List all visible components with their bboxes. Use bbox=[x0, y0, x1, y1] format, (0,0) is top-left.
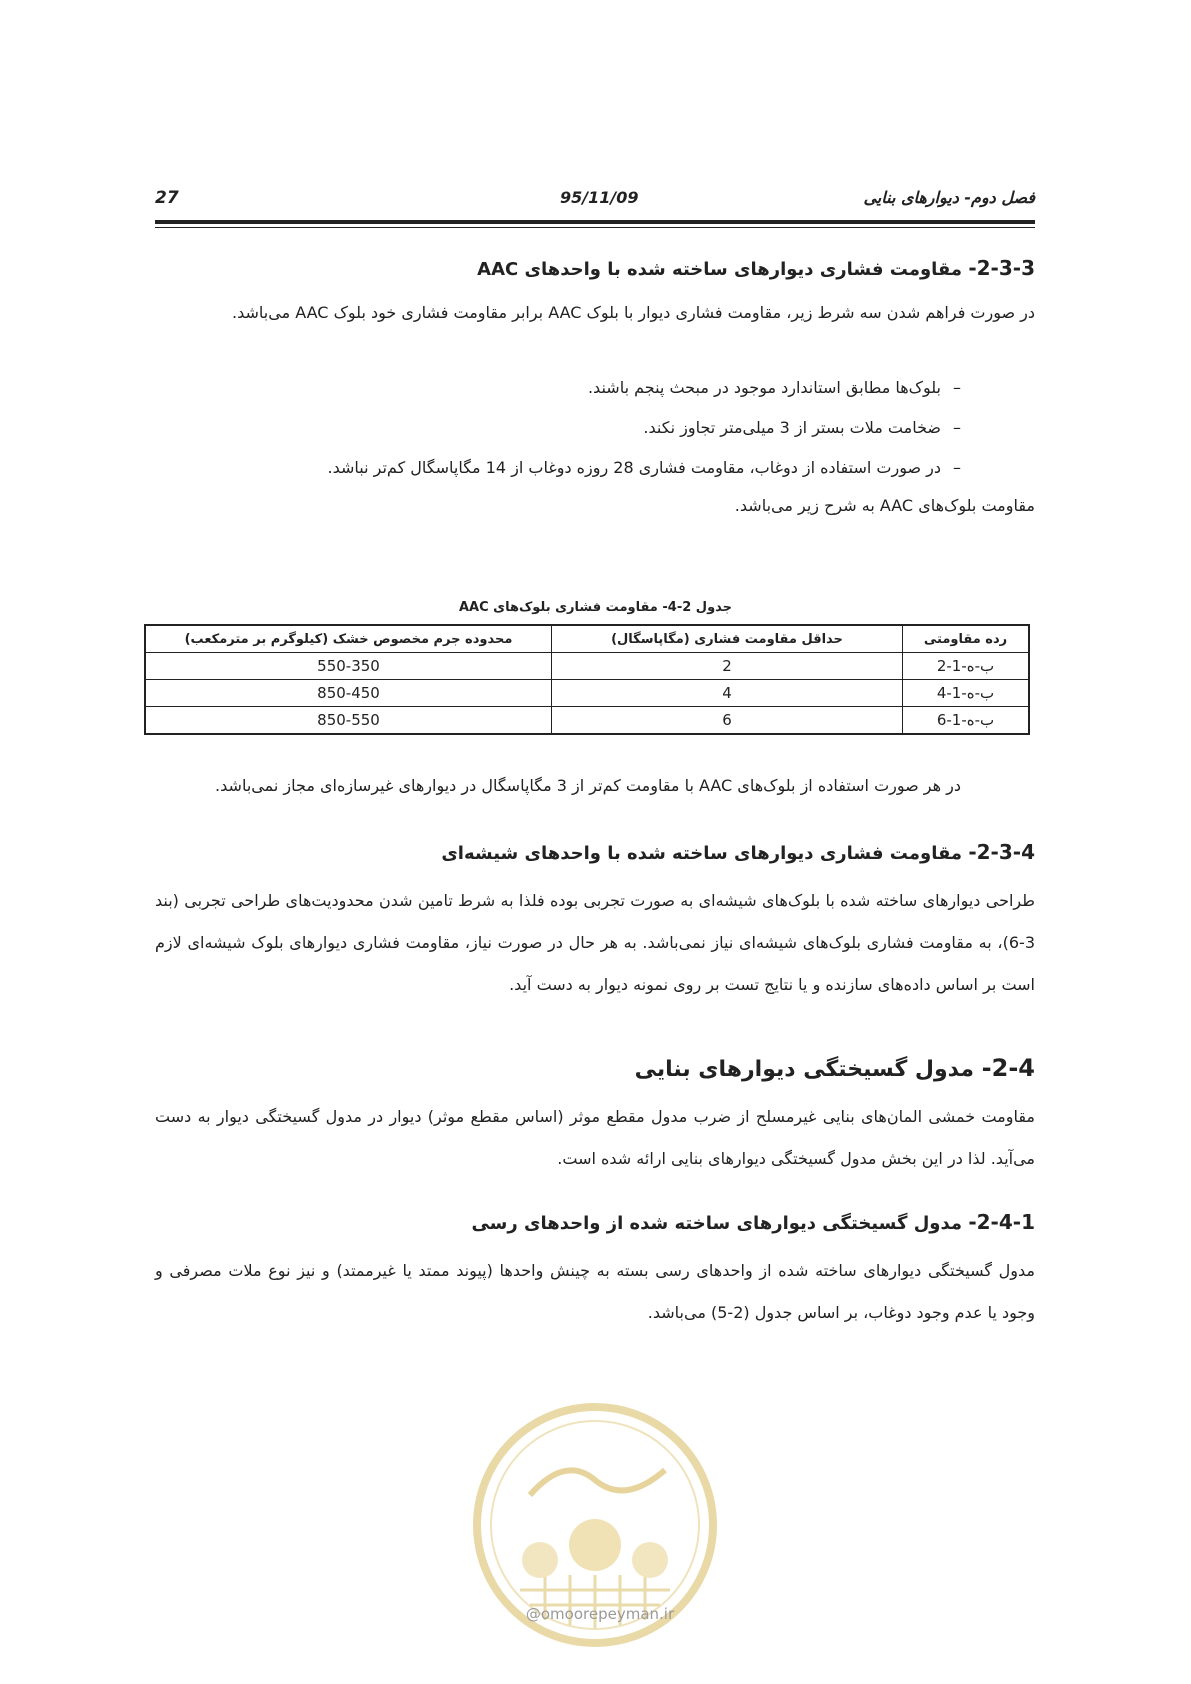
section-title: مدول گسیختگی دیوارهای بنایی bbox=[634, 1057, 974, 1082]
header-rule bbox=[155, 220, 1035, 224]
section-intro-paragraph: در صورت فراهم شدن سه شرط زیر، مقاومت فشاری دیوار با بلوک AAC برابر مقاومت فشاری خود بلوک AAC می‌باشد. bbox=[232, 303, 1035, 322]
chapter-title: فصل دوم- دیوارهای بنایی bbox=[863, 188, 1035, 207]
revision-date: 95/11/09 bbox=[560, 188, 639, 207]
section-heading-2-4 bbox=[635, 1054, 1035, 1082]
header-rule-thin bbox=[155, 227, 1035, 228]
section-title: مقاومت فشاری دیوارهای ساخته شده با واحدهای شیشه‌ای bbox=[441, 843, 963, 864]
section-number: 2-4-1- bbox=[968, 1210, 1035, 1234]
page-number: 27 bbox=[155, 188, 179, 208]
table-cell: 2 bbox=[552, 653, 903, 680]
section-title: مقاومت فشاری دیوارهای ساخته شده با واحدهای AAC bbox=[477, 259, 963, 280]
table-cell: ب-ه-1-2 bbox=[903, 653, 1030, 680]
bullet-text: ضخامت ملات بستر از 3 میلی‌متر تجاوز نکند. bbox=[643, 418, 941, 437]
table-row bbox=[145, 707, 1029, 735]
section-title: مدول گسیختگی دیوارهای ساخته شده از واحدهای رسی bbox=[471, 1213, 963, 1234]
table-cell: 850-450 bbox=[145, 680, 552, 707]
table-note: در هر صورت استفاده از بلوک‌های AAC با مقاومت کم‌تر از 3 مگاپاسگال در دیوارهای غیرسازه‌ای مجاز نمی‌باشد. bbox=[215, 776, 961, 795]
aac-strength-table bbox=[144, 624, 1030, 735]
table-header-row bbox=[145, 625, 1029, 653]
section-body-paragraph: طراحی دیوارهای ساخته شده با بلوک‌های شیشه‌ای به صورت تجربی بوده فلذا به شرط تامین شدن محدودیت‌های طراحی تجربی (بند 3-6)، به مقاومت فشاری بلوک‌های شیشه‌ای نیاز نمی‌باشد. به هر حال در صورت نیاز، مقاومت فشاری دیوارهای بلوک شیشه‌ای لازم است بر اساس داده‌های سازنده و یا نتایج تست بر روی نمونه دیوار به دست آید. bbox=[155, 891, 1035, 994]
bullet-text: در صورت استفاده از دوغاب، مقاومت فشاری 28 روزه دوغاب از 14 مگاپاسگال کم‌تر نباشد. bbox=[327, 458, 941, 477]
table-caption: جدول 2-4- مقاومت فشاری بلوک‌های AAC bbox=[458, 600, 733, 615]
table-cell: 850-550 bbox=[145, 707, 552, 735]
watermark-url: @omoorepeyman.ir bbox=[525, 1605, 675, 1623]
table-cell: 4 bbox=[552, 680, 903, 707]
section-heading-2-3-4 bbox=[441, 840, 1035, 864]
section-number: 2-3-3- bbox=[968, 256, 1035, 280]
table-cell: ب-ه-1-6 bbox=[903, 707, 1030, 735]
bullet-item: –بلوک‌ها مطابق استاندارد موجود در مبحث پنجم باشند. bbox=[587, 378, 961, 397]
column-header: حداقل مقاومت فشاری (مگاپاسگال) bbox=[552, 625, 903, 653]
table-row bbox=[145, 680, 1029, 707]
section-heading-2-3-3 bbox=[477, 256, 1035, 280]
after-bullets-text: مقاومت بلوک‌های AAC به شرح زیر می‌باشد. bbox=[734, 496, 1035, 515]
bullet-item: –ضخامت ملات بستر از 3 میلی‌متر تجاوز نکند. bbox=[643, 418, 961, 437]
table-cell: 550-350 bbox=[145, 653, 552, 680]
page-header bbox=[155, 188, 1035, 214]
section-number: 2-3-4- bbox=[968, 840, 1035, 864]
section-heading-2-4-1 bbox=[471, 1210, 1035, 1234]
section-body-paragraph: مقاومت خمشی المان‌های بنایی غیرمسلح از ضرب مدول مقطع موثر (اساس مقطع موثر) دیوار در مدول گسیختگی دیوار به دست می‌آید. لذا در این بخش مدول گسیختگی دیوارهای بنایی ارائه شده است. bbox=[155, 1107, 1035, 1168]
bullet-text: بلوک‌ها مطابق استاندارد موجود در مبحث پنجم باشند. bbox=[587, 378, 941, 397]
table-row bbox=[145, 653, 1029, 680]
column-header: محدوده جرم مخصوص خشک (کیلوگرم بر مترمکعب) bbox=[145, 625, 552, 653]
bullet-item: –در صورت استفاده از دوغاب، مقاومت فشاری 28 روزه دوغاب از 14 مگاپاسگال کم‌تر نباشد. bbox=[327, 458, 961, 477]
column-header: رده مقاومتی bbox=[903, 625, 1030, 653]
table-cell: 6 bbox=[552, 707, 903, 735]
section-number: 2-4- bbox=[981, 1054, 1035, 1082]
table-cell: ب-ه-1-4 bbox=[903, 680, 1030, 707]
section-body-paragraph: مدول گسیختگی دیوارهای ساخته شده از واحدهای رسی بسته به چینش واحدها (پیوند ممتد یا غیرممتد) و نیز نوع ملات مصرفی و وجود یا عدم وجود دوغاب، بر اساس جدول (2-5) می‌باشد. bbox=[155, 1261, 1035, 1322]
